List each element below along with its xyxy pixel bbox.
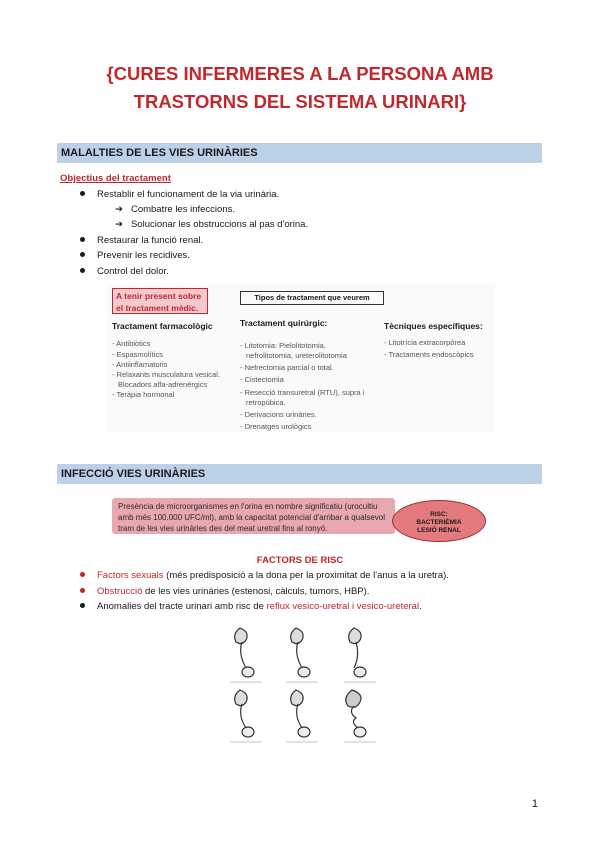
reflux-diagram [222, 620, 390, 748]
list-item-text: . [419, 601, 422, 612]
list-item-text: (més predisposició a la dona per la proximitat de l'anus a la uretra). [163, 570, 449, 581]
treatment-types-box: Tipos de tractament que veurem [240, 291, 384, 305]
column-title-quirurgic: Tractament quirúrgic: [240, 318, 328, 328]
arrow-icon: ➔ [115, 219, 123, 230]
list-item [80, 189, 279, 200]
list-item [80, 235, 203, 246]
list-item [80, 266, 169, 277]
treatment-item: Blocadors alfa-adrenèrgics [118, 380, 208, 389]
list-item [80, 586, 369, 597]
highlight-text: Obstrucció [97, 586, 143, 597]
bullet-dot [80, 572, 85, 577]
sub-list-item [115, 204, 235, 215]
bullet-dot [80, 603, 85, 608]
list-item [80, 570, 449, 581]
risk-oval-line: LESIÓ RENAL [417, 527, 461, 534]
section-heading-infeccio: INFECCIÓ VIES URINÀRIES [57, 464, 542, 484]
list-item [80, 601, 422, 612]
list-item [80, 250, 190, 261]
bullet-dot [80, 191, 85, 196]
treatment-item: - Litotomia: Pielolitotomia, [240, 341, 326, 350]
list-item-text: Anomalies del tracte urinari amb risc de [97, 601, 267, 612]
definition-box: Presència de microorganismes en l'orina en nombre significatiu (urocultiu amb més 100.000 UFC/ml), amb la capacitat potencial d'arribar a qualsevol tram de les vies urinàries des del meat uretral fins al ronyó. [112, 498, 395, 534]
bullet-dot [80, 237, 85, 242]
treatment-item: retropúbica. [246, 398, 286, 407]
section-heading-malalties: MALALTIES DE LES VIES URINÀRIES [57, 143, 542, 163]
list-item-text: Control del dolor. [97, 266, 169, 277]
treatment-item: - Antiinflamatoris [112, 360, 168, 369]
sub-list-item-text: Combatre les infeccions. [130, 204, 235, 215]
treatment-item: - Tractaments endoscòpics [384, 350, 474, 359]
treatment-item: - Teràpia hormonal [112, 390, 175, 399]
treatment-item: - Cistectomia [240, 375, 284, 384]
treatment-item: - Relaxants musculatura vesical. [112, 370, 220, 379]
list-item-text: de les vies urinàries (estenosi, càlculs, tumors, HBP). [142, 586, 370, 597]
treatment-item: - Resecció transuretral (RTU), supra i [240, 388, 365, 397]
treatment-item: - Nefrectomia parcial o total. [240, 363, 334, 372]
bullet-dot [80, 588, 85, 593]
risk-oval-line: RISC: [430, 511, 448, 518]
list-item-text: Restablir el funcionament de la via urinària. [97, 189, 280, 200]
bullet-dot [80, 252, 85, 257]
list-item-text: Restaurar la funció renal. [97, 235, 204, 246]
page-number: 1 [531, 798, 538, 810]
arrow-icon: ➔ [115, 204, 123, 215]
document-title [40, 60, 560, 116]
treatment-item: - Litotrícia extracorpòrea [384, 338, 466, 347]
risk-oval-line: BACTERIÈMIA [416, 519, 462, 526]
treatment-item: - Drenatges urològics [240, 422, 312, 431]
treatment-item: nefrolitotomia, ureterolitotomia [246, 351, 347, 360]
risk-oval [392, 500, 486, 542]
highlight-text: reflux vesico-uretral i vesico-ureteral [266, 601, 420, 612]
title-line-1: {CURES INFERMERES A LA PERSONA AMB [106, 63, 494, 84]
risk-factors-heading: FACTORS DE RISC [256, 555, 344, 566]
treatment-item: - Antibiòtics [112, 339, 151, 348]
sub-list-item [115, 219, 308, 230]
column-title-tecniques: Tècniques específiques: [384, 321, 483, 331]
treatment-note-box: A tenir present sobre el tractament mèdic. [112, 288, 208, 314]
bullet-dot [80, 268, 85, 273]
list-item-text: Prevenir les recidives. [97, 250, 190, 261]
treatment-item: - Derivacions urinàries. [240, 410, 317, 419]
sub-list-item-text: Solucionar les obstruccions al pas d'orina. [130, 219, 309, 230]
highlight-text: Factors sexuals [97, 570, 164, 581]
title-line-2: TRASTORNS DEL SISTEMA URINARI} [133, 91, 467, 112]
objectives-heading: Objectius del tractament [60, 173, 171, 184]
column-title-farmacologic: Tractament farmacològic [112, 321, 213, 331]
treatment-item: - Espasmolítics [112, 350, 163, 359]
